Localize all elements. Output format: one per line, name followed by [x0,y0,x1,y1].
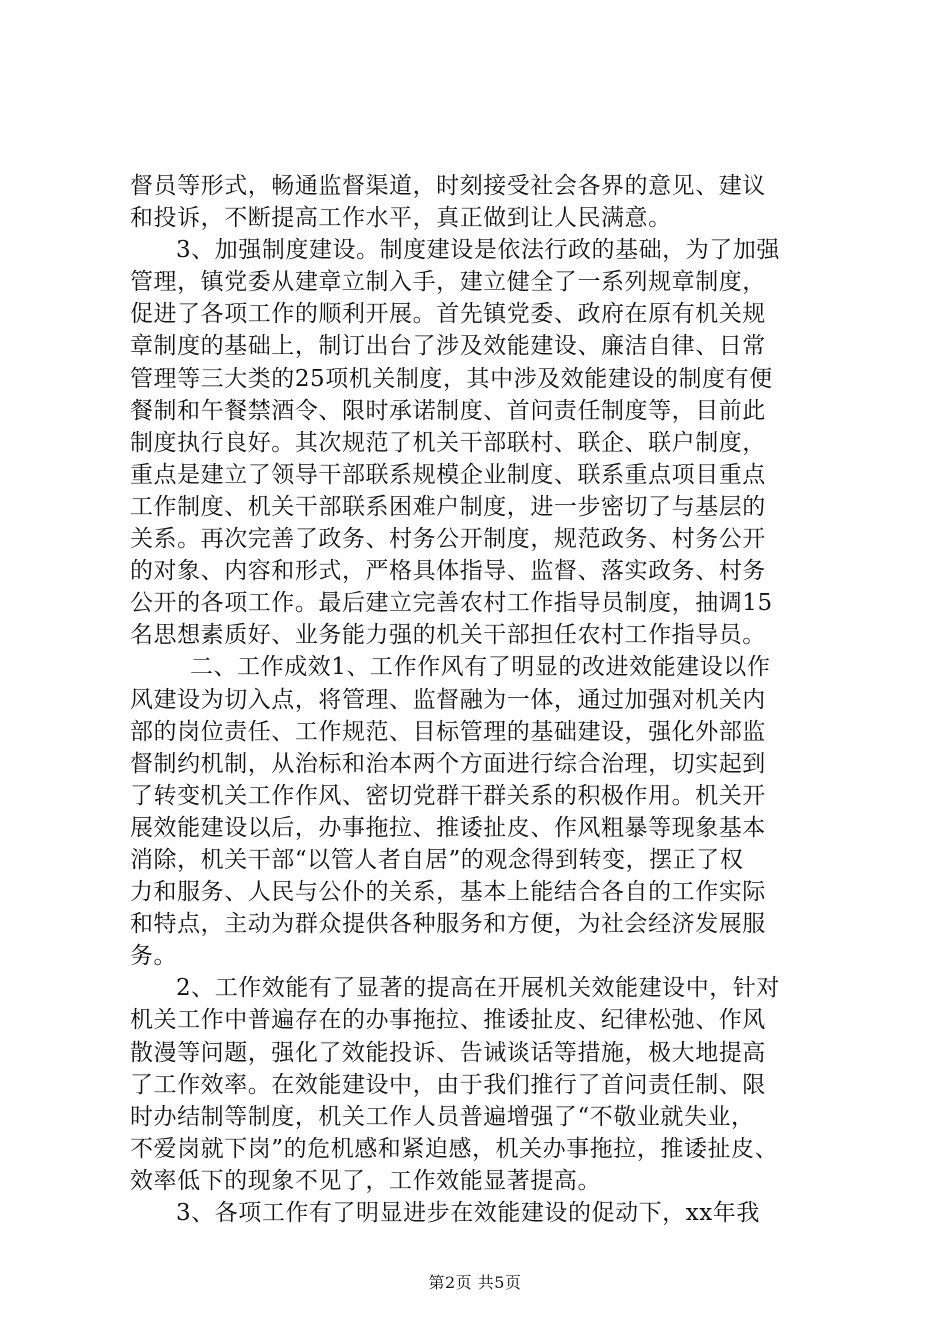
text-line: 管理，镇党委从建章立制入手，建立健全了一系列规章制度， [130,269,766,296]
paragraph-start-line: 3、各项工作有了明显进步在效能建设的促动下，xx年我 [176,1200,760,1226]
text-line: 工作制度、机关干部联系困难户制度，进一步密切了与基层的 [130,493,766,520]
text-line: 力和服务、人民与公仆的关系，基本上能结合各自的工作实际 [130,879,766,906]
text-line: 制度执行良好。其次规范了机关干部联村、联企、联户制度， [130,429,766,456]
text-line: 了工作效率。在效能建设中，由于我们推行了首问责任制、限 [130,1071,766,1098]
text-line: 务。 [130,943,178,970]
paragraph-start-line: 二、工作成效1、工作作风有了明显的改进效能建设以作 [190,654,771,681]
text-line: 的对象、内容和形式，严格具体指导、监督、落实政务、村务 [130,558,766,585]
text-line: 效率低下的现象不见了，工作效能显著提高。 [130,1167,601,1194]
text-line: 督员等形式，畅通监督渠道，时刻接受社会各界的意见、建议 [130,173,766,199]
text-line: 和投诉，不断提高工作水平，真正做到让人民满意。 [130,205,672,232]
text-line: 风建设为切入点，将管理、监督融为一体，通过加强对机关内 [130,686,766,713]
text-line: 机关工作中普遍存在的办事拖拉、推诿扯皮、纪律松弛、作风 [130,1007,766,1034]
text-line: 促进了各项工作的顺利开展。首先镇党委、政府在原有机关规 [130,301,766,328]
page-number-footer: 第2页 共5页 [428,1273,522,1292]
text-line: 重点是建立了领导干部联系规模企业制度、联系重点项目重点 [130,461,766,488]
text-line: 展效能建设以后，办事拖拉、推诿扯皮、作风粗暴等现象基本 [130,814,766,841]
text-line: 关系。再次完善了政务、村务公开制度，规范政务、村务公开 [130,526,766,553]
text-line: 了转变机关工作作风、密切党群干群关系的积极作用。机关开 [130,782,766,809]
text-line: 公开的各项工作。最后建立完善农村工作指导员制度，抽调15 [130,590,773,617]
text-line: 督制约机制，从治标和治本两个方面进行综合治理，切实起到 [130,750,766,777]
text-line: 管理等三大类的25项机关制度，其中涉及效能建设的制度有便 [130,365,773,392]
paragraph-start-line: 3、加强制度建设。制度建设是依法行政的基础，为了加强 [176,237,780,264]
text-line: 章制度的基础上，制订出台了涉及效能建设、廉洁自律、日常 [130,333,766,360]
text-line: 不爱岗就下岗”的危机感和紧迫感，机关办事拖拉，推诿扯皮、 [130,1135,779,1162]
paragraph-start-line: 2、工作效能有了显著的提高在开展机关效能建设中，针对 [176,975,780,1002]
document-body [130,170,830,1229]
text-line: 和特点，主动为群众提供各种服务和方便，为社会经济发展服 [130,911,766,938]
text-line: 消除，机关干部“以管人者自居”的观念得到转变，摆正了权 [130,846,744,873]
text-line: 名思想素质好、业务能力强的机关干部担任农村工作指导员。 [130,622,766,649]
text-line: 散漫等问题，强化了效能投诉、告诫谈话等措施，极大地提高 [130,1039,766,1066]
text-line: 时办结制等制度，机关工作人员普遍增强了“不敬业就失业， [130,1103,755,1130]
text-line: 部的岗位责任、工作规范、目标管理的基础建设，强化外部监 [130,718,766,745]
text-line: 餐制和午餐禁酒令、限时承诺制度、首问责任制度等，目前此 [130,397,766,424]
